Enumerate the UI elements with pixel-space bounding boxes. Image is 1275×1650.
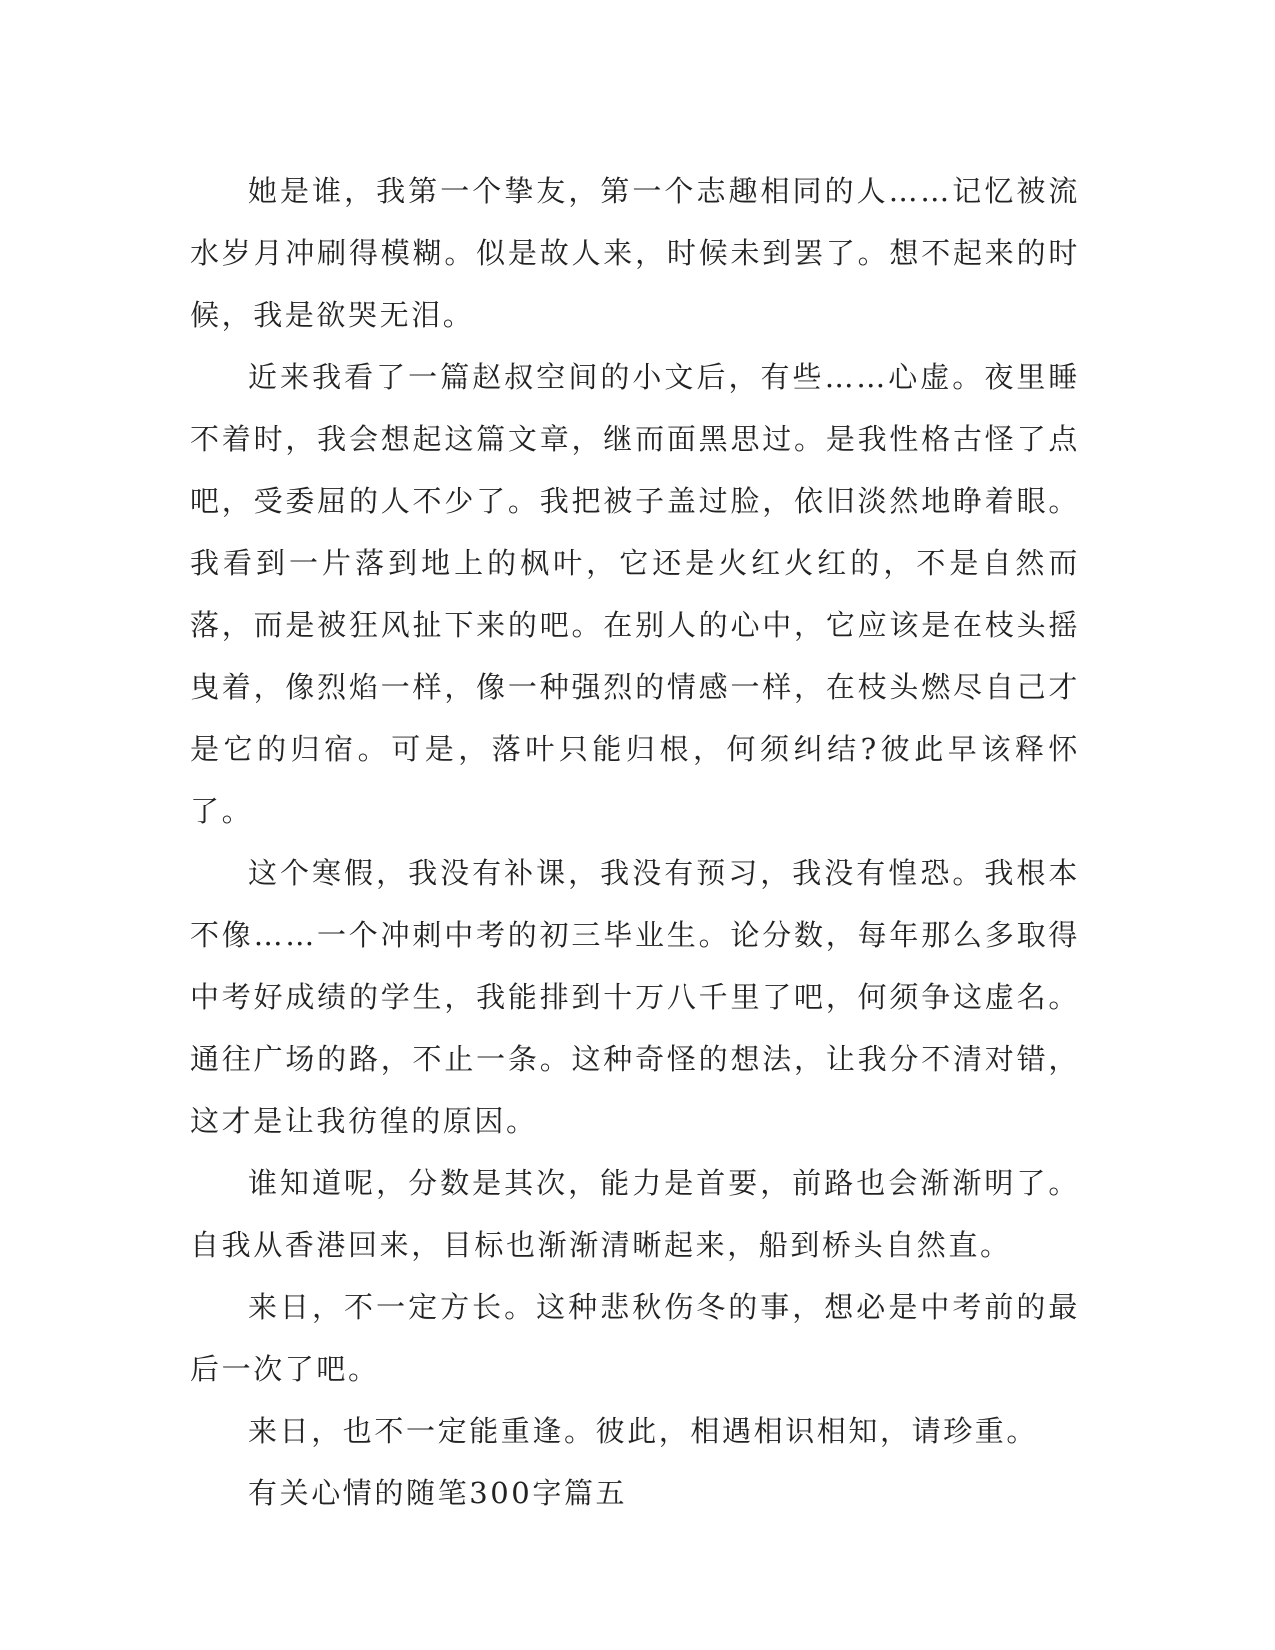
- paragraph: 她是谁，我第一个挚友，第一个志趣相同的人……记忆被流水岁月冲刷得模糊。似是故人来，时候未到罢了。想不起来的时候，我是欲哭无泪。: [190, 174, 1080, 332]
- paragraph: 这个寒假，我没有补课，我没有预习，我没有惶恐。我根本不像……一个冲刺中考的初三毕业生。论分数，每年那么多取得中考好成绩的学生，我能排到十万八千里了吧，何须争这虚名。通往广场的路，不止一条。这种奇怪的想法，让我分不清对错，这才是让我彷徨的原因。: [190, 856, 1080, 1138]
- paragraph: 来日，也不一定能重逢。彼此，相遇相识相知，请珍重。: [248, 1414, 1039, 1448]
- paragraph: 谁知道呢，分数是其次，能力是首要，前路也会渐渐明了。自我从香港回来，目标也渐渐清晰起来，船到桥头自然直。: [190, 1166, 1080, 1262]
- paragraph: 来日，不一定方长。这种悲秋伤冬的事，想必是中考前的最后一次了吧。: [190, 1290, 1080, 1386]
- document-body: [190, 160, 1080, 1524]
- section-heading: 有关心情的随笔300字篇五: [248, 1476, 628, 1510]
- paragraph: 近来我看了一篇赵叔空间的小文后，有些……心虚。夜里睡不着时，我会想起这篇文章，继而面黑思过。是我性格古怪了点吧，受委屈的人不少了。我把被子盖过脸，依旧淡然地睁着眼。我看到一片落到地上的枫叶，它还是火红火红的，不是自然而落，而是被狂风扯下来的吧。在别人的心中，它应该是在枝头摇曳着，像烈焰一样，像一种强烈的情感一样，在枝头燃尽自己才是它的归宿。可是，落叶只能归根，何须纠结?彼此早该释怀了。: [190, 360, 1080, 828]
